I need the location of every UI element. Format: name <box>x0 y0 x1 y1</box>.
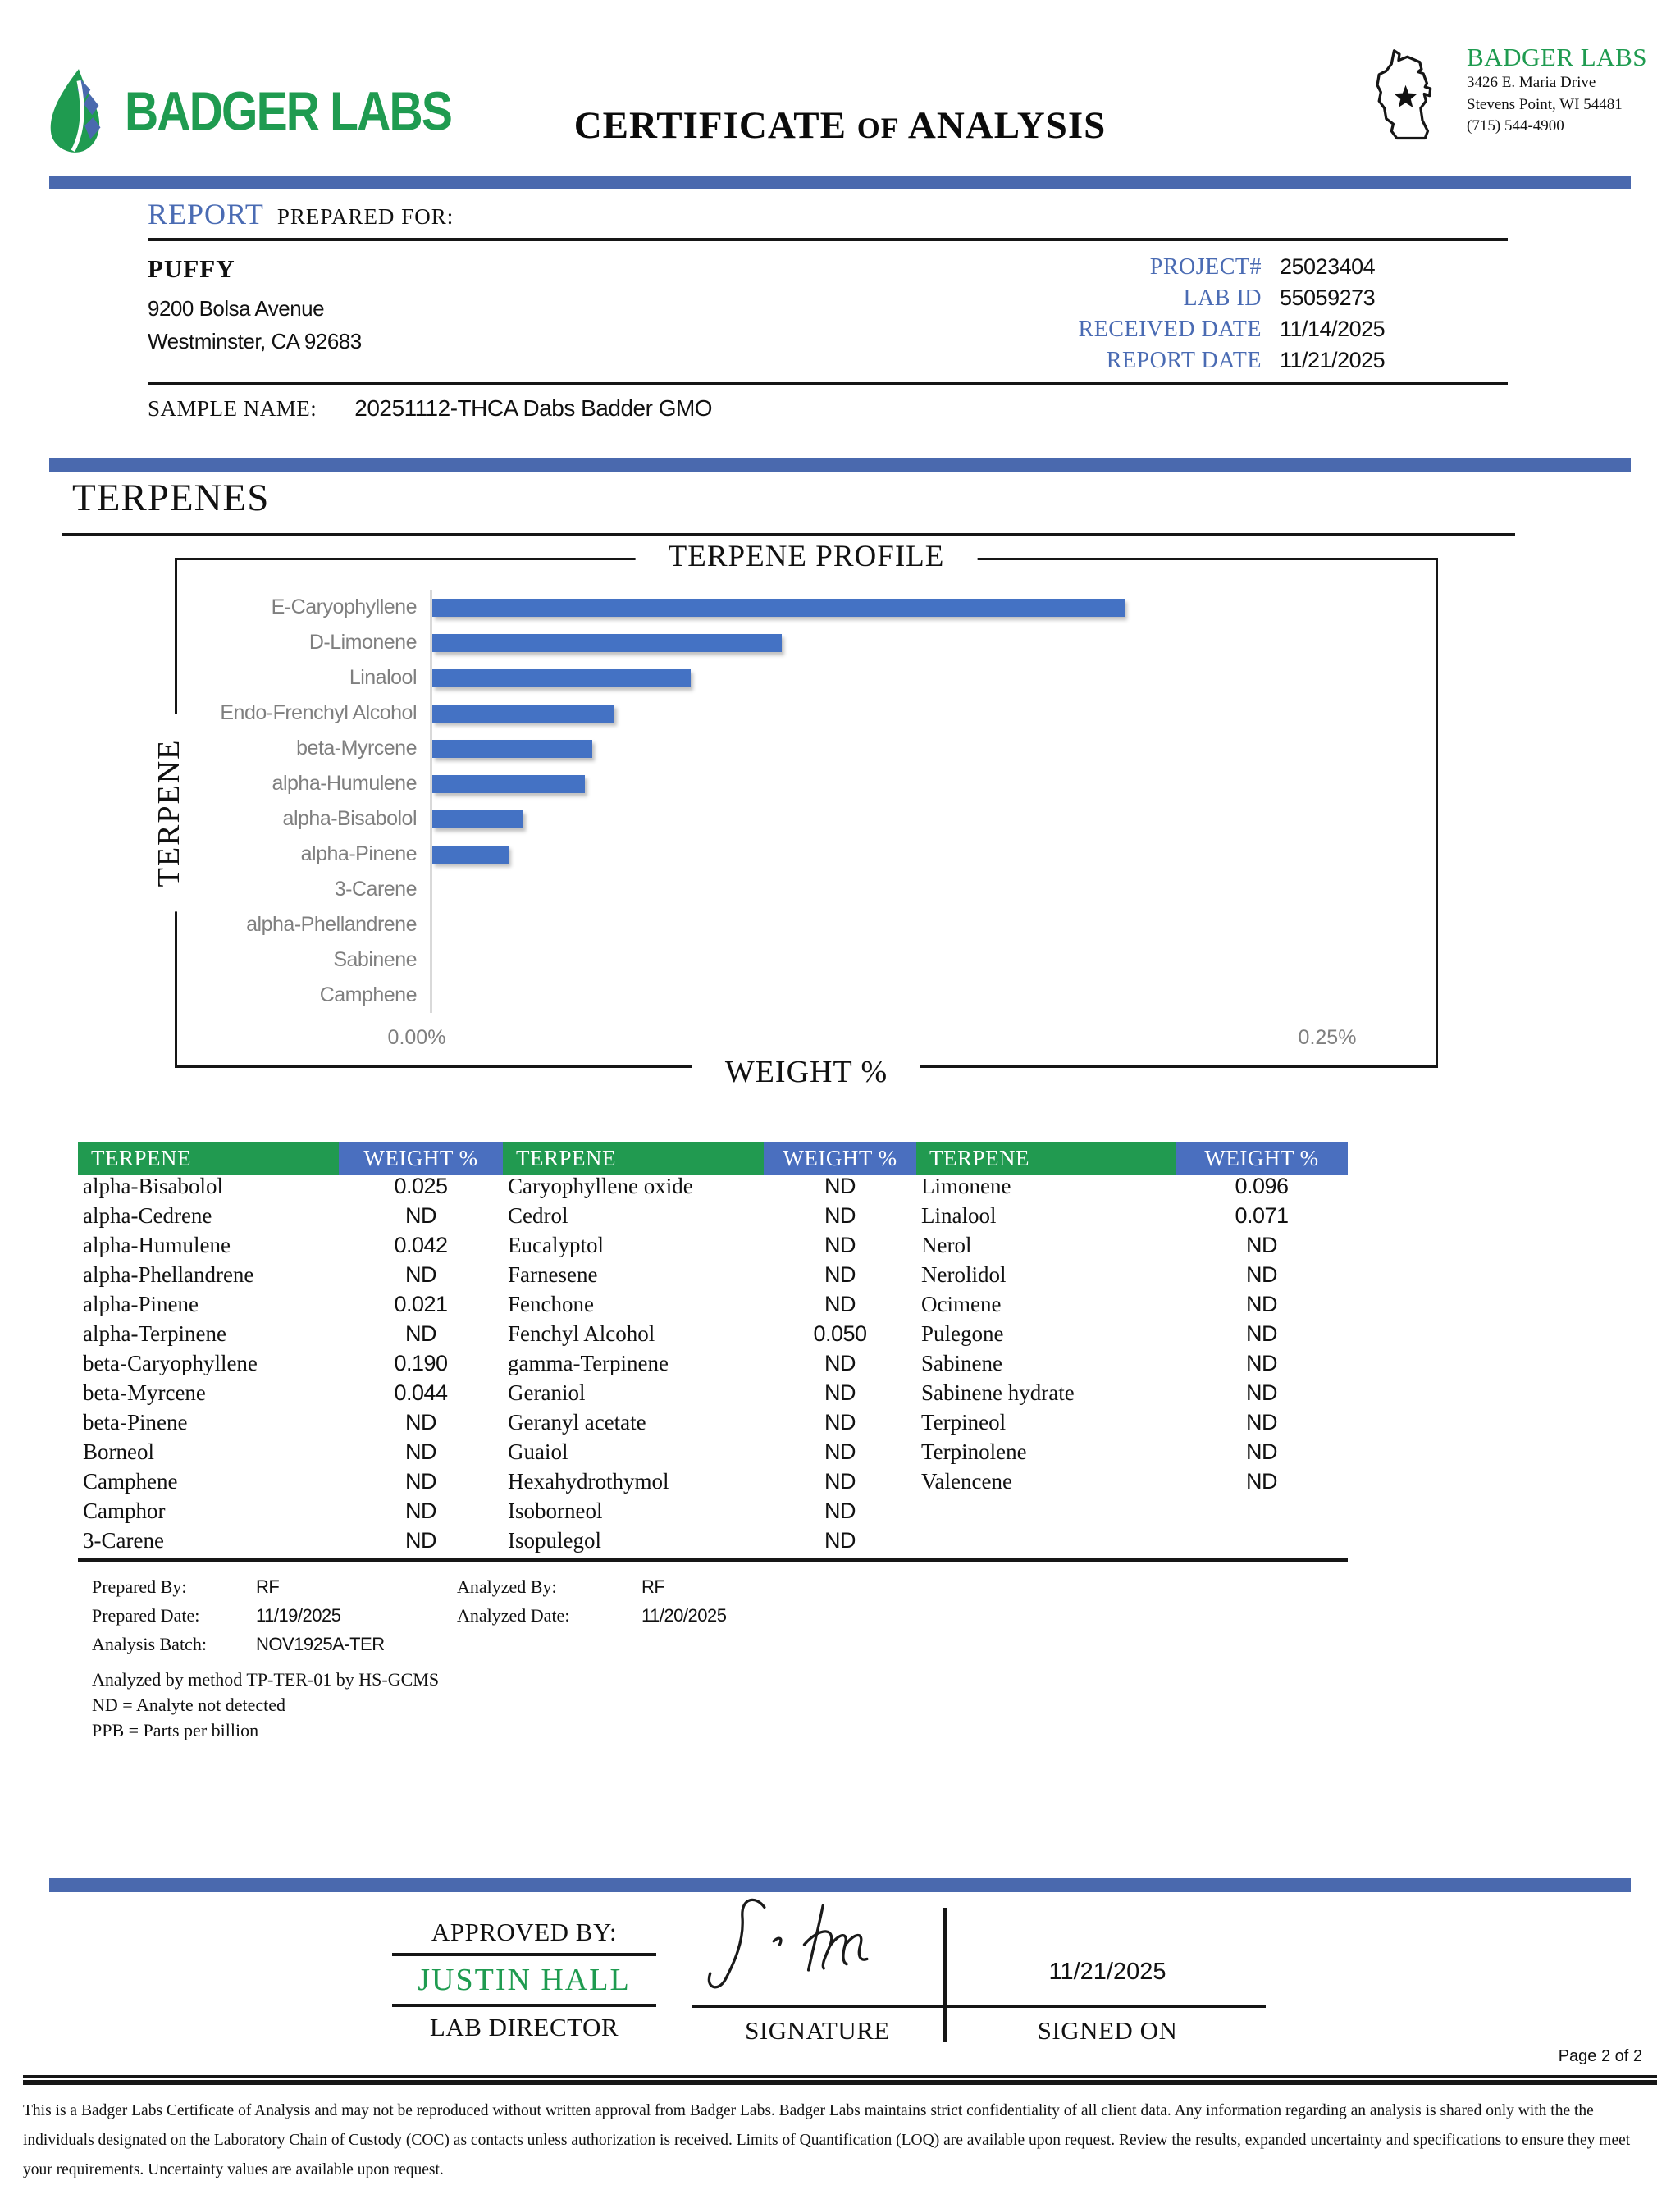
terpene-name <box>916 1496 1176 1526</box>
report-date-label: REPORT DATE <box>1106 348 1262 373</box>
table-header-weight: WEIGHT % <box>764 1142 916 1175</box>
signature-label: SIGNATURE <box>745 2016 890 2045</box>
page-number: Page 2 of 2 <box>1558 2047 1642 2065</box>
terpene-value: ND <box>824 1291 856 1316</box>
received-date-value: 11/14/2025 <box>1280 317 1386 341</box>
divider-bar-top <box>49 176 1631 189</box>
terpene-value: ND <box>824 1261 856 1287</box>
terpene-value: 0.044 <box>394 1380 448 1405</box>
terpene-value: ND <box>405 1261 436 1287</box>
terpene-name: Limonene <box>921 1173 1011 1198</box>
chart-bar <box>432 599 1125 617</box>
chart-category-label: alpha-Pinene <box>300 842 417 865</box>
chart-bar-area <box>430 625 1436 660</box>
analysis-batch-label: Analysis Batch: <box>92 1634 207 1654</box>
chart-category-label: Camphene <box>319 983 417 1006</box>
chart-bar <box>432 846 509 864</box>
terpene-name: Geraniol <box>508 1380 586 1405</box>
lab-id-value: 55059273 <box>1280 285 1376 310</box>
method-note: Analyzed by method TP-TER-01 by HS-GCMS <box>92 1669 440 1690</box>
chart-category-label: alpha-Humulene <box>272 772 417 795</box>
prepared-date-value: 11/19/2025 <box>256 1605 341 1626</box>
lab-address-line2: Stevens Point, WI 54481 <box>1467 95 1623 113</box>
analysis-batch-value: NOV1925A-TER <box>256 1634 385 1654</box>
chart-row <box>177 907 1436 942</box>
terpene-profile-chart <box>152 540 1438 1089</box>
chart-row <box>177 872 1436 907</box>
sample-name-label: SAMPLE NAME: <box>148 396 317 421</box>
terpene-value: ND <box>405 1409 436 1435</box>
table-header-terpene: TERPENE <box>916 1142 1176 1175</box>
terpene-value: 0.071 <box>1235 1202 1289 1228</box>
prepared-by-label: Prepared By: <box>92 1576 187 1597</box>
title-of: OF <box>856 112 900 144</box>
project-number-value: 25023404 <box>1280 254 1376 279</box>
sample-name-value: 20251112-THCA Dabs Badder GMO <box>354 395 713 421</box>
approved-rule-bottom <box>392 2004 656 2007</box>
terpene-value: ND <box>1246 1232 1277 1257</box>
chart-category-label: Sabinene <box>333 948 417 971</box>
analyzed-by-label: Analyzed By: <box>457 1576 557 1597</box>
signature-line <box>692 2005 1266 2008</box>
chart-bar-area <box>430 837 1436 872</box>
leaf-logo-icon <box>41 66 116 157</box>
terpene-name: gamma-Terpinene <box>508 1350 669 1375</box>
approval-block <box>392 1918 1286 2053</box>
ppb-note: PPB = Parts per billion <box>92 1720 259 1741</box>
terpene-value: ND <box>1246 1468 1277 1494</box>
report-info-section <box>148 197 1508 422</box>
chart-row <box>177 942 1436 978</box>
analyzed-by-value: RF <box>641 1576 665 1597</box>
table-header-weight: WEIGHT % <box>339 1142 503 1175</box>
chart-category-label: Endo-Frenchyl Alcohol <box>220 701 417 724</box>
chart-category-label: beta-Myrcene <box>296 737 417 760</box>
terpene-value: 0.096 <box>1235 1173 1289 1198</box>
terpene-name: beta-Myrcene <box>83 1380 206 1405</box>
report-fields <box>956 254 1508 374</box>
sample-name-row <box>148 385 1508 422</box>
project-number-label: PROJECT# <box>1149 254 1262 280</box>
chart-bar <box>432 634 782 652</box>
terpene-value: ND <box>405 1527 436 1553</box>
client-block <box>148 254 362 374</box>
terpene-value: 0.021 <box>394 1291 448 1316</box>
chart-x-axis-label: WEIGHT % <box>692 1054 920 1090</box>
terpene-name: Guaiol <box>508 1439 568 1464</box>
chart-category-label: E-Caryophyllene <box>271 595 417 618</box>
chart-category-label: alpha-Phellandrene <box>246 913 417 936</box>
terpene-value: 0.050 <box>813 1321 867 1346</box>
terpene-name: Nerolidol <box>921 1261 1007 1287</box>
terpene-value: ND <box>824 1202 856 1228</box>
terpene-value: ND <box>405 1321 436 1346</box>
signature-image <box>692 1890 946 2005</box>
terpene-value: ND <box>824 1380 856 1405</box>
signed-on-date: 11/21/2025 <box>1048 1959 1166 1985</box>
terpene-value: ND <box>1246 1380 1277 1405</box>
wisconsin-map-icon <box>1367 43 1455 144</box>
terpene-value: ND <box>1246 1291 1277 1316</box>
chart-bar-area <box>430 978 1436 1013</box>
terpene-value: ND <box>1246 1439 1277 1464</box>
table-header-terpene: TERPENE <box>503 1142 764 1175</box>
terpene-value: ND <box>824 1409 856 1435</box>
terpene-name: Pulegone <box>921 1321 1004 1346</box>
chart-category-label: Linalool <box>349 666 417 689</box>
terpene-value: ND <box>405 1439 436 1464</box>
table-header-terpene: TERPENE <box>78 1142 339 1175</box>
terpene-name: Ocimene <box>921 1291 1002 1316</box>
chart-title: TERPENE PROFILE <box>636 539 978 574</box>
chart-bar <box>432 740 592 758</box>
chart-row <box>177 731 1436 766</box>
terpene-name: Linalool <box>921 1202 997 1228</box>
x-tick-min: 0.00% <box>387 1026 446 1049</box>
chart-x-axis-ticks <box>387 1018 1436 1057</box>
terpene-value: ND <box>824 1498 856 1523</box>
terpene-name: alpha-Humulene <box>83 1232 231 1257</box>
chart-bar-area <box>430 766 1436 801</box>
chart-bar <box>432 669 691 687</box>
terpene-value: ND <box>405 1202 436 1228</box>
title-certificate: CERTIFICATE <box>573 104 847 147</box>
divider-bar-middle <box>49 458 1631 472</box>
approved-by-column <box>392 1918 656 2042</box>
terpene-name: alpha-Pinene <box>83 1291 199 1316</box>
terpene-name: Nerol <box>921 1232 972 1257</box>
terpene-name: alpha-Terpinene <box>83 1321 227 1346</box>
terpene-value <box>1176 1496 1348 1526</box>
terpene-name <box>916 1526 1176 1555</box>
table-header-weight: WEIGHT % <box>1176 1142 1348 1175</box>
chart-row <box>177 625 1436 660</box>
chart-bar-area <box>430 942 1436 978</box>
chart-bar-area <box>430 801 1436 837</box>
client-name: PUFFY <box>148 254 235 283</box>
section-underline <box>62 533 1515 536</box>
chart-bar-area <box>430 872 1436 907</box>
report-date-value: 11/21/2025 <box>1280 348 1386 372</box>
analyzed-date-value: 11/20/2025 <box>641 1605 727 1626</box>
terpene-name: Eucalyptol <box>508 1232 604 1257</box>
approved-rule-top <box>392 1953 656 1956</box>
chart-bar-area <box>430 660 1436 696</box>
chart-row <box>177 978 1436 1013</box>
terpene-name: Isopulegol <box>508 1527 601 1553</box>
terpene-name: alpha-Phellandrene <box>83 1261 254 1287</box>
logo-wordmark: BADGER LABS <box>125 80 452 143</box>
chart-row <box>177 590 1436 625</box>
received-date-label: RECEIVED DATE <box>1078 317 1262 342</box>
lab-name: BADGER LABS <box>1467 43 1647 71</box>
terpene-value: ND <box>824 1350 856 1375</box>
chart-row <box>177 696 1436 731</box>
heading-prepared-for: PREPARED FOR: <box>276 204 454 229</box>
title-analysis: ANALYSIS <box>907 104 1107 147</box>
terpene-value: ND <box>824 1468 856 1494</box>
nd-note: ND = Analyte not detected <box>92 1695 286 1716</box>
footer-rules <box>23 2075 1657 2085</box>
terpene-name: Valencene <box>921 1468 1012 1494</box>
lab-phone: (715) 544-4900 <box>1467 117 1564 135</box>
terpene-name: Isoborneol <box>508 1498 603 1523</box>
terpene-name: Fenchone <box>508 1291 594 1316</box>
chart-row <box>177 766 1436 801</box>
chart-row <box>177 837 1436 872</box>
terpene-name: Terpinolene <box>921 1439 1027 1464</box>
client-address-line1: 9200 Bolsa Avenue <box>148 296 325 321</box>
terpene-name: Farnesene <box>508 1261 598 1287</box>
terpene-name: Caryophyllene oxide <box>508 1173 693 1198</box>
terpene-value: ND <box>824 1527 856 1553</box>
terpene-name: Sabinene hydrate <box>921 1380 1075 1405</box>
terpene-name: alpha-Bisabolol <box>83 1173 223 1198</box>
terpene-name: Terpineol <box>921 1409 1007 1435</box>
terpene-name: Hexahydrothymol <box>508 1468 669 1494</box>
terpene-name: beta-Pinene <box>83 1409 188 1435</box>
terpene-name: Camphene <box>83 1468 178 1494</box>
terpene-name: Sabinene <box>921 1350 1002 1375</box>
approver-title: LAB DIRECTOR <box>429 2013 619 2041</box>
chart-bar-area <box>430 731 1436 766</box>
terpene-name: alpha-Cedrene <box>83 1202 212 1228</box>
chart-row <box>177 801 1436 837</box>
badger-labs-logo <box>41 66 480 157</box>
x-tick-max: 0.25% <box>1298 1026 1357 1049</box>
chart-category-label: D-Limonene <box>308 631 417 654</box>
client-address-line2: Westminster, CA 92683 <box>148 329 362 354</box>
section-title-terpenes: TERPENES <box>72 477 270 519</box>
approver-name: JUSTIN HALL <box>418 1963 631 1997</box>
terpene-value: ND <box>405 1498 436 1523</box>
chart-bar-area <box>430 696 1436 731</box>
chart-bar <box>432 810 523 828</box>
signed-on-label: SIGNED ON <box>1037 2016 1178 2045</box>
analysis-meta-block <box>92 1576 855 1744</box>
chart-bar <box>432 775 585 793</box>
terpene-value: ND <box>824 1439 856 1464</box>
chart-category-label: 3-Carene <box>334 878 417 901</box>
terpene-name: Geranyl acetate <box>508 1409 646 1435</box>
chart-plot-area <box>177 560 1436 1013</box>
terpene-name: Camphor <box>83 1498 166 1523</box>
chart-category-label: alpha-Bisabolol <box>282 807 417 830</box>
terpene-value: ND <box>1246 1321 1277 1346</box>
analyzed-date-label: Analyzed Date: <box>457 1605 570 1626</box>
terpene-name: 3-Carene <box>83 1527 164 1553</box>
terpene-value: ND <box>1246 1409 1277 1435</box>
terpene-value: ND <box>1246 1261 1277 1287</box>
footer-disclaimer: This is a Badger Labs Certificate of Analysis and may not be reproduced without written approval from Badger Labs. Badger Labs maintains strict confidentiality of all client data. Any information regarding an analysis is shared only with the the individuals designated on the Laboratory Chain of Custody (COC) as contacts unless authorization is received. Limits of Quantification (LOQ) are available upon request. Review the results, expanded uncertainty and specifications to ensure they meet your requirements. Uncertainty values are available upon request. <box>23 2102 1631 2179</box>
terpene-name: Fenchyl Alcohol <box>508 1321 655 1346</box>
terpene-name: Borneol <box>83 1439 154 1464</box>
terpene-value: ND <box>824 1232 856 1257</box>
heading-report-word: REPORT <box>148 198 264 230</box>
terpene-value: ND <box>824 1173 856 1198</box>
lab-id-label: LAB ID <box>1183 285 1262 311</box>
prepared-date-label: Prepared Date: <box>92 1605 200 1626</box>
report-prepared-for-heading <box>148 197 1508 241</box>
chart-row <box>177 660 1436 696</box>
chart-bar <box>432 705 614 723</box>
terpene-name: beta-Caryophyllene <box>83 1350 258 1375</box>
chart-y-axis-label: TERPENE <box>149 714 189 912</box>
terpene-value: 0.042 <box>394 1232 448 1257</box>
lab-address-block <box>1367 43 1647 144</box>
terpene-value: 0.025 <box>394 1173 448 1198</box>
approved-by-label: APPROVED BY: <box>431 1918 618 1946</box>
terpene-value <box>1176 1526 1348 1555</box>
lab-address-line1: 3426 E. Maria Drive <box>1467 74 1596 91</box>
prepared-by-value: RF <box>256 1576 280 1597</box>
terpene-results-table <box>78 1142 1348 1562</box>
terpene-name: Cedrol <box>508 1202 568 1228</box>
chart-bar-area <box>430 907 1436 942</box>
terpene-value: ND <box>1246 1350 1277 1375</box>
terpene-value: 0.190 <box>394 1350 448 1375</box>
chart-bar-area <box>430 590 1436 625</box>
terpene-value: ND <box>405 1468 436 1494</box>
